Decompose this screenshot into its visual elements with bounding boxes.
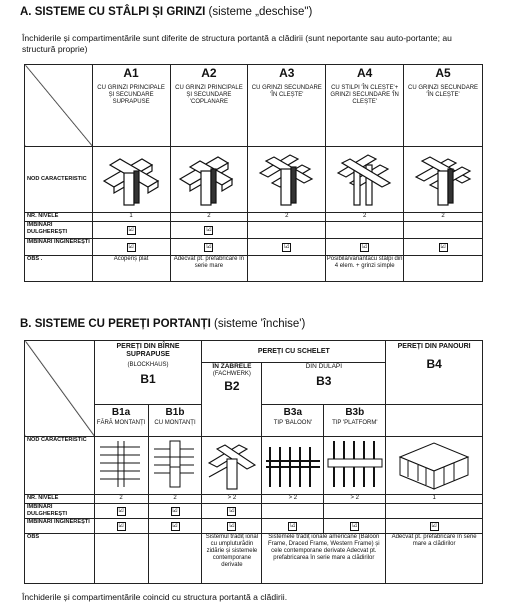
col-b1b [148,405,202,437]
row-label-carpentry: ÎMBINĂRI DULGHEREȘTI [25,222,93,239]
eng-a4 [326,239,404,256]
check-icon: ☑ [128,243,134,250]
obs-a2: Adecvat pt. prefabricare în serie mare [170,256,248,282]
eng-b4 [386,519,483,534]
row-label-levels: NR. NIVELE [25,213,93,222]
node-illustration-a1 [92,147,170,213]
section-a-title-bold: A. SISTEME CU STÂLPI ȘI GRINZI [20,6,206,18]
check-icon: ☑ [361,243,368,250]
eng-a3 [248,239,326,256]
group-b3-code: B3 [316,374,332,388]
group-b2-b3 [202,341,386,363]
carp-a4 [326,222,404,239]
col-code: B1a [111,407,131,418]
table-b-node-row [25,437,483,495]
levels-a5: 2 [404,213,483,222]
obs-b2: Sistemul tradiț ional cu umpluturădin zidărie și sistemele contemporane derivate [202,534,262,584]
carp-a1 [92,222,170,239]
carp-b4 [386,504,483,519]
check-icon: ☑ [290,522,296,529]
check-icon: ☑ [206,243,212,250]
table-a-obs-row [25,256,483,282]
check-icon: ☑ [431,522,437,529]
section-b-footer: Închiderile și compartimentările coincid cu structura portantă a clădirii. [22,592,288,602]
table-b [24,340,483,584]
levels-b2: > 2 [202,495,262,504]
table-b-corner [25,341,95,437]
timber-node-a3-icon [252,147,322,209]
group-b4-code: B4 [426,357,442,371]
row-label-engineering: ÎMBINĂRI INGINEREȘTI [25,239,93,256]
log-wall-node-icon [96,437,146,491]
row-label-carpentry: ÎMBINĂRI DULGHEREȘTI [25,504,95,519]
check-icon: ☑ [352,522,358,529]
eng-b3b [324,519,386,534]
levels-b3b: > 2 [324,495,386,504]
group-b2-code: B2 [224,379,240,393]
check-icon: ☑ [229,522,235,529]
col-b4-blank [386,405,483,437]
group-b3 [262,363,386,405]
timber-node-a5-icon [408,147,478,209]
carp-a2 [170,222,248,239]
col-desc: FĂRĂ MONTANȚI [96,420,146,426]
node-illustration-b2 [202,437,262,495]
row-label-engineering: ÎMBINĂRI INGINEREȘTI [25,519,95,534]
carp-b3b [324,504,386,519]
col-desc: CU MONTANȚI [154,420,196,426]
col-code: A5 [435,66,451,80]
obs-a3 [248,256,326,282]
carp-a3 [248,222,326,239]
obs-a5 [404,256,483,282]
col-a3 [248,65,326,147]
col-code: A4 [356,66,373,80]
group-b2 [202,363,262,437]
group-b2-title: ÎN ZĂBRELE [212,363,252,370]
balloon-frame-node-icon [264,437,322,491]
col-desc: TIP 'PLATFORM' [332,420,378,426]
row-label-levels: NR. NIVELE [25,495,95,504]
check-icon: ☑ [440,243,446,250]
col-desc: CU GRINZI SECUNDARE 'ÎN CLEȘTE' [408,85,479,98]
node-illustration-b3a [262,437,324,495]
col-desc: CU GRINZI PRINCIPALE ȘI SECUNDARE 'COPLANARE [175,85,243,105]
check-icon: ☑ [128,226,134,233]
eng-a2 [170,239,248,256]
obs-b4: Adecvat pt. prefabricare în serie mare a clădirilor [386,534,483,584]
carp-a5 [404,222,483,239]
carp-b2 [202,504,262,519]
col-code: B3a [283,407,303,418]
obs-b1a [94,534,148,584]
group-b4-title: PEREȚI DIN PANOURI [397,343,471,350]
table-a-eng-row [25,239,483,256]
levels-b3a: > 2 [262,495,324,504]
group-b1-code: B1 [140,372,156,386]
check-icon: ☑ [172,522,178,529]
col-code: B3b [345,407,365,418]
obs-b3: Sistemele tradiț ionale americane (Baloon Frame, Draced Frame, Western Frame) și cele contemporane derivate Adecvat pt. prefabricarea în serie mare a clădirilor [262,534,386,584]
levels-b4: 1 [386,495,483,504]
row-label-node: NOD CARACTERISTIC [25,147,93,213]
section-b-title [20,318,305,330]
group-b1 [94,341,202,405]
section-a-title [20,6,312,18]
check-icon: ☑ [206,226,212,233]
col-b3a [262,405,324,437]
col-desc: CU GRINZI SECUNDARE 'ÎN CLEȘTE' [251,85,322,98]
node-illustration-b3b [324,437,386,495]
col-desc: CU GRINZI PRINCIPALE ȘI SECUNDARE SUPRAPUSE [97,85,165,105]
check-icon: ☑ [172,507,178,514]
table-b-eng-row [25,519,483,534]
check-icon: ☑ [118,507,124,514]
col-b3b [324,405,386,437]
table-b-group-row [25,341,483,363]
levels-a3: 2 [248,213,326,222]
col-a5 [404,65,483,147]
col-a4 [326,65,404,147]
eng-a1 [92,239,170,256]
group-skeleton-title: PEREȚI CU SCHELET [257,347,330,355]
check-icon: ☑ [118,522,124,529]
node-illustration-b4 [386,437,483,495]
node-illustration-a4 [326,147,404,213]
col-code: A3 [279,66,295,80]
panel-wall-node-icon [394,437,474,491]
section-b-title-normal: (sisteme 'închise') [210,318,306,330]
timber-node-a1-icon [96,147,166,209]
group-b2-sub: (FACHWERK) [212,371,251,377]
col-a2 [170,65,248,147]
check-icon: ☑ [229,507,235,514]
carp-b1a [94,504,148,519]
col-a1 [92,65,170,147]
table-b-levels-row [25,495,483,504]
col-desc: CU STILPI 'ÎN CLEȘTE'+ GRINZI SECUNDARE 'ÎN CLEȘTE' [330,85,399,105]
levels-a4: 2 [326,213,404,222]
levels-a2: 2 [170,213,248,222]
col-code: A2 [201,66,217,80]
table-b-obs-row [25,534,483,584]
obs-a1: Acoperiș plat [92,256,170,282]
platform-frame-node-icon [326,437,384,491]
eng-b1a [94,519,148,534]
section-a-intro: Închiderile și compartimentările sunt diferite de structura portantă a clădirii (sunt neportante sau auto-portante; au structură proprie) [22,33,452,54]
table-a-carp-row [25,222,483,239]
carp-b1b [148,504,202,519]
row-label-node: NOD CARACTERISTIC [25,437,95,495]
node-illustration-a3 [248,147,326,213]
obs-a4: Posibilă/variantăcu stâlpi din 4 elem. + grinzi simple [326,256,404,282]
group-b1-title: PEREȚI DIN BÎRNE SUPRAPUSE [116,343,180,358]
log-wall-posts-node-icon [150,437,200,491]
obs-b1b [148,534,202,584]
group-b3-title: DIN DULAPI [305,363,343,370]
levels-b1b: 2 [148,495,202,504]
fachwerk-node-icon [205,437,259,491]
group-b1-sub: (BLOCKHAUS) [127,362,169,368]
eng-a5 [404,239,483,256]
node-illustration-b1a [94,437,148,495]
eng-b2 [202,519,262,534]
table-a-levels-row [25,213,483,222]
node-illustration-a2 [170,147,248,213]
table-b-carp-row [25,504,483,519]
levels-a1: 1 [92,213,170,222]
col-b1a [94,405,148,437]
eng-b1b [148,519,202,534]
table-a [24,64,483,282]
section-a-title-normal: (sisteme „deschise") [205,6,313,18]
levels-b1a: 2 [94,495,148,504]
node-illustration-b1b [148,437,202,495]
section-b-title-bold: B. SISTEME CU PEREȚI PORTANȚI [20,318,211,330]
timber-node-a4-icon [330,147,400,209]
table-a-header-row [25,65,483,147]
col-code: B1b [165,407,185,418]
carp-b3a [262,504,324,519]
row-label-obs: OBS [25,534,95,584]
col-desc: TIP 'BALOON' [273,420,312,426]
table-a-node-row [25,147,483,213]
timber-node-a2-icon [174,147,244,209]
node-illustration-a5 [404,147,483,213]
eng-b3a [262,519,324,534]
table-a-corner [25,65,93,147]
row-label-obs: OBS . [25,256,93,282]
check-icon: ☑ [284,243,290,250]
col-code: A1 [123,66,139,80]
group-b4 [386,341,483,405]
